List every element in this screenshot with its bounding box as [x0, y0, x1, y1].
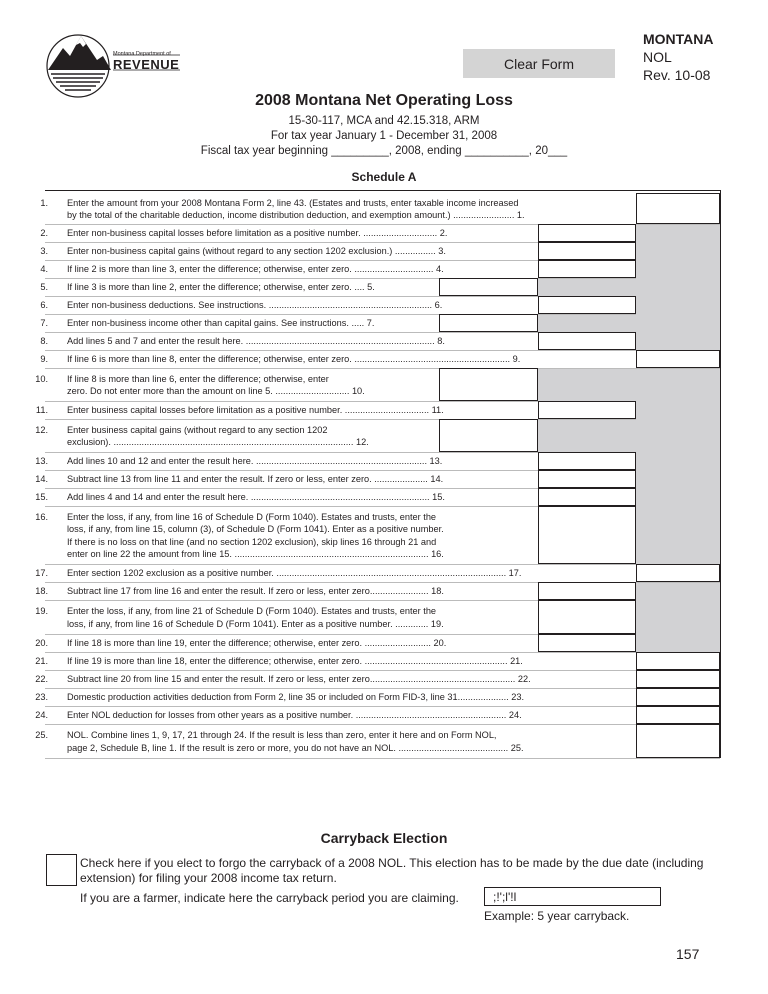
line-number: 12. — [35, 424, 48, 435]
row-divider — [45, 401, 538, 402]
row-divider — [45, 724, 720, 725]
line-21-amount-field[interactable] — [636, 652, 720, 670]
form-title: 2008 Montana Net Operating Loss — [255, 92, 513, 109]
line-5-amount-field[interactable] — [439, 278, 538, 296]
line-number: 18. — [35, 586, 48, 597]
line-text: Enter non-business income other than capital gains. See instructions. ..... 7. — [67, 318, 375, 329]
line-number: 21. — [35, 656, 48, 667]
schedule-line-8 — [40, 335, 445, 348]
line-25-amount-field[interactable] — [636, 724, 720, 758]
line-number: 5. — [40, 282, 48, 293]
line-text: by the total of the charitable deduction, income distribution deduction, and exemption amount.) ........................ 1. — [67, 210, 525, 220]
line-1-amount-field[interactable] — [636, 193, 720, 224]
line-9-amount-field[interactable] — [636, 350, 720, 368]
row-divider — [45, 278, 636, 279]
line-text: Add lines 4 and 14 and enter the result here. ...................................................................... 15. — [67, 492, 445, 503]
line-number: 25. — [35, 730, 48, 740]
schedule-line-21 — [35, 655, 523, 668]
line-text: If line 3 is more than line 2, enter the difference; otherwise, enter zero. .... 5. — [67, 282, 375, 293]
line-text: loss, if any, from line 16 of Schedule D (Form 1041). Enter as a positive number. ............. 19. — [67, 618, 444, 629]
schedule-line-3 — [40, 245, 446, 258]
schedule-a-title: Schedule A — [351, 170, 417, 184]
shaded-cell — [538, 314, 636, 332]
line-text: exclusion). .............................................................................................. 12. — [67, 437, 369, 447]
form-code: NOL — [643, 49, 672, 65]
line-number: 17. — [35, 568, 48, 579]
line-number: 8. — [40, 336, 48, 347]
line-13-amount-field[interactable] — [538, 452, 636, 470]
schedule-line-11 — [35, 404, 444, 417]
line-text: Domestic production activities deduction from Form 2, line 35 or included on Form FID-3, line 31.................... 23. — [67, 692, 525, 703]
row-divider — [45, 368, 720, 369]
subtitle-statute: 15-30-117, MCA and 42.15.318, ARM — [288, 115, 480, 127]
line-6-amount-field[interactable] — [538, 296, 636, 314]
line-8-amount-field[interactable] — [538, 332, 636, 350]
line-number: 2. — [40, 228, 48, 239]
shaded-cell — [636, 600, 720, 634]
farmer-text: If you are a farmer, indicate here the carryback period you are claiming. — [80, 891, 459, 905]
shaded-cell — [636, 368, 720, 401]
line-14-amount-field[interactable] — [538, 470, 636, 488]
line-number: 10. — [35, 373, 48, 384]
shaded-cell — [636, 582, 720, 600]
carryback-period-input[interactable]: ;!';l'!l — [484, 887, 661, 906]
line-15-amount-field[interactable] — [538, 488, 636, 506]
schedule-line-16 — [35, 511, 444, 561]
line-number: 14. — [35, 474, 48, 485]
line-7-amount-field[interactable] — [439, 314, 538, 332]
line-4-amount-field[interactable] — [538, 260, 636, 278]
line-number: 19. — [35, 606, 48, 616]
schedule-line-9 — [40, 353, 521, 366]
line-17-amount-field[interactable] — [636, 564, 720, 582]
line-3-amount-field[interactable] — [538, 242, 636, 260]
line-number: 11. — [35, 405, 48, 416]
row-divider — [45, 332, 538, 333]
line-text: Add lines 10 and 12 and enter the result here. ................................................................... 13. — [67, 456, 443, 467]
row-divider — [45, 688, 720, 689]
line-20-amount-field[interactable] — [538, 634, 636, 652]
line-10-amount-field[interactable] — [439, 368, 538, 401]
shaded-cell — [538, 368, 636, 401]
row-divider — [45, 758, 720, 759]
shaded-cell — [636, 242, 720, 260]
shaded-cell — [636, 278, 720, 296]
line-text: If line 19 is more than line 18, enter the difference; otherwise, enter zero. ........................................................ 21. — [67, 656, 523, 667]
revision-label: Rev. 10-08 — [643, 67, 711, 83]
agency-name-big: REVENUE — [113, 57, 180, 72]
table-right-rule — [720, 190, 721, 758]
row-divider — [45, 652, 636, 653]
line-text: Subtract line 13 from line 11 and enter the result. If zero or less, enter zero. ..................... 14. — [67, 474, 444, 485]
subtitle-fiscal-year: Fiscal tax year beginning _________, 2008, ending __________, 20___ — [200, 145, 568, 157]
clear-form-button[interactable]: Clear Form — [463, 49, 615, 78]
line-number: 3. — [40, 246, 48, 257]
shaded-cell — [636, 224, 720, 242]
schedule-line-1 — [40, 197, 525, 222]
schedule-line-6 — [40, 299, 443, 312]
line-11-amount-field[interactable] — [538, 401, 636, 419]
line-text: Enter NOL deduction for losses from other years as a positive number. ........................................................... 24. — [67, 710, 522, 721]
line-text: If line 8 is more than line 6, enter the difference; otherwise, enter — [67, 373, 329, 384]
schedule-line-10 — [35, 373, 365, 398]
line-number: 24. — [35, 710, 48, 721]
line-text: Enter non-business deductions. See instructions. ................................................................ 6. — [67, 300, 443, 311]
line-text: page 2, Schedule B, line 1. If the result is zero or more, you do not have an NOL. ........................................... 25. — [67, 742, 524, 753]
line-number: 7. — [40, 318, 48, 329]
row-divider — [45, 350, 636, 351]
schedule-line-25 — [35, 729, 524, 754]
line-text: Enter the loss, if any, from line 21 of Schedule D (Form 1040). Estates and trusts, enter the — [67, 606, 437, 616]
line-text: Enter business capital gains (without regard to any section 1202 — [67, 424, 328, 435]
schedule-line-23 — [35, 691, 525, 704]
forgo-carryback-checkbox[interactable] — [46, 854, 77, 886]
schedule-line-2 — [40, 227, 448, 240]
example-text: Example: 5 year carryback. — [484, 909, 630, 923]
schedule-line-13 — [35, 455, 443, 468]
line-text: Enter the loss, if any, from line 16 of Schedule D (Form 1040). Estates and trusts, enter the — [67, 511, 437, 522]
row-divider — [45, 452, 538, 453]
carryback-title: Carryback Election — [320, 830, 448, 846]
carryback-text-1: Check here if you elect to forgo the carryback of a 2008 NOL. This election has to be made by the due date (including — [80, 856, 704, 870]
line-number: 20. — [35, 638, 48, 649]
line-text: Add lines 5 and 7 and enter the result here. .......................................................................... 8. — [67, 336, 445, 347]
shaded-cell — [636, 452, 720, 470]
line-number: 13. — [35, 456, 48, 467]
line-16-amount-field[interactable] — [538, 506, 636, 564]
schedule-line-17 — [35, 567, 522, 580]
shaded-cell — [636, 419, 720, 452]
line-number: 6. — [40, 300, 48, 311]
shaded-cell — [636, 634, 720, 652]
line-text: loss, if any, from line 15, column (3), of Schedule D (Form 1041). Enter as a positive number. — [67, 524, 444, 534]
line-text: If there is no loss on that line (and no section 1202 exclusion), skip lines 16 through 21 and — [67, 536, 437, 547]
shaded-cell — [636, 401, 720, 419]
shaded-cell — [538, 278, 636, 296]
line-text: Subtract line 17 from line 16 and enter the result. If zero or less, enter zero....................... 18. — [67, 586, 444, 597]
schedule-line-7 — [40, 317, 375, 330]
schedule-line-20 — [35, 637, 447, 650]
shaded-cell — [636, 488, 720, 506]
line-text: NOL. Combine lines 1, 9, 17, 21 through 24. If the result is less than zero, enter it here and on Form NOL, — [67, 730, 497, 740]
line-text: Subtract line 20 from line 15 and enter the result. If zero or less, enter zero......................................................... 22. — [67, 674, 531, 685]
line-number: 9. — [40, 354, 48, 365]
line-text: Enter section 1202 exclusion as a positive number. .......................................................................................... 17. — [67, 568, 522, 579]
schedule-line-24 — [35, 709, 522, 722]
line-23-amount-field[interactable] — [636, 688, 720, 706]
page-number: 157 — [676, 946, 700, 962]
line-number: 4. — [40, 264, 48, 275]
shaded-cell — [636, 314, 720, 332]
line-text: Enter non-business capital gains (without regard to any section 1202 exclusion.) ................ 3. — [67, 246, 446, 257]
line-19-amount-field[interactable] — [538, 600, 636, 634]
line-number: 16. — [35, 511, 48, 522]
agency-name-small: Montana Department of — [113, 51, 171, 57]
shaded-cell — [636, 296, 720, 314]
schedule-line-22 — [35, 673, 531, 686]
state-label: MONTANA — [643, 31, 714, 47]
line-number: 15. — [35, 492, 48, 503]
subtitle-tax-year: For tax year January 1 - December 31, 2008 — [270, 130, 498, 142]
line-number: 23. — [35, 692, 48, 703]
carryback-text-2: extension) for filing your 2008 income tax return. — [80, 871, 337, 885]
table-top-rule — [45, 190, 720, 191]
line-text: zero. Do not enter more than the amount on line 5. ............................. 10. — [67, 386, 365, 396]
schedule-line-18 — [35, 585, 444, 598]
line-text: If line 6 is more than line 8, enter the difference; otherwise, enter zero. ............................................................. 9. — [67, 354, 521, 365]
line-text: If line 18 is more than line 19, enter the difference; otherwise, enter zero. .......................... 20. — [67, 638, 447, 649]
row-divider — [45, 670, 720, 671]
shaded-cell — [636, 470, 720, 488]
line-18-amount-field[interactable] — [538, 582, 636, 600]
schedule-line-15 — [35, 491, 445, 504]
line-text: enter on line 22 the amount from line 15. ............................................................................ 16. — [67, 549, 444, 559]
shaded-cell — [636, 332, 720, 350]
row-divider — [45, 564, 636, 565]
schedule-line-12 — [35, 424, 369, 449]
schedule-line-4 — [40, 263, 444, 276]
line-text: Enter business capital losses before limitation as a positive number. ................................. 11. — [67, 405, 444, 416]
schedule-line-19 — [35, 605, 444, 630]
line-text: Enter non-business capital losses before limitation as a positive number. ............................. 2. — [67, 228, 448, 239]
row-divider — [45, 706, 720, 707]
row-divider — [45, 419, 636, 420]
line-text: Enter the amount from your 2008 Montana Form 2, line 43. (Estates and trusts, enter taxable income increased — [67, 197, 519, 208]
schedule-line-5 — [40, 281, 375, 294]
row-divider — [45, 314, 636, 315]
line-number: 22. — [35, 674, 48, 685]
shaded-cell — [636, 506, 720, 564]
shaded-cell — [538, 419, 636, 452]
line-12-amount-field[interactable] — [439, 419, 538, 452]
schedule-line-14 — [35, 473, 444, 486]
line-24-amount-field[interactable] — [636, 706, 720, 724]
line-22-amount-field[interactable] — [636, 670, 720, 688]
shaded-cell — [636, 260, 720, 278]
line-number: 1. — [40, 197, 48, 208]
line-2-amount-field[interactable] — [538, 224, 636, 242]
line-text: If line 2 is more than line 3, enter the difference; otherwise, enter zero. ............................... 4. — [67, 264, 444, 275]
row-divider — [45, 296, 538, 297]
